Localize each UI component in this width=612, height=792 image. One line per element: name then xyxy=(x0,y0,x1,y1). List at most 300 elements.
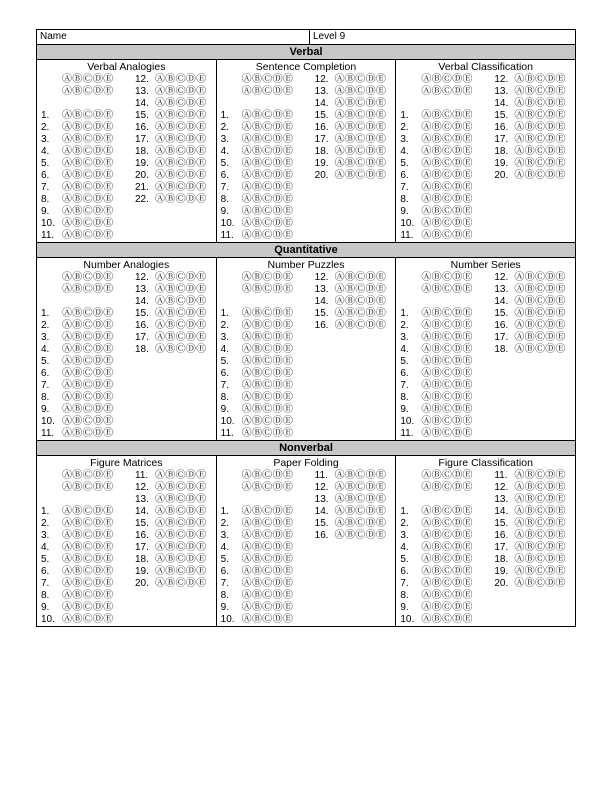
answer-bubbles[interactable]: ⒶⒷⒸⒹⒺ xyxy=(62,404,114,415)
item-number xyxy=(41,86,62,98)
answer-row xyxy=(41,332,135,344)
answer-bubbles[interactable]: ⒶⒷⒸⒹⒺ xyxy=(62,320,114,331)
answer-bubbles[interactable]: ⒶⒷⒸⒹⒺ xyxy=(514,566,566,577)
item-number: 14. xyxy=(314,98,329,109)
answer-bubbles[interactable]: ⒶⒷⒸⒹⒺ xyxy=(155,98,207,109)
answer-bubbles[interactable]: ⒶⒷⒸⒹⒺ xyxy=(514,530,566,541)
answer-bubbles[interactable]: ⒶⒷⒸⒹⒺ xyxy=(155,482,207,493)
answer-bubbles[interactable]: ⒶⒷⒸⒹⒺ xyxy=(421,272,473,283)
answer-bubbles[interactable]: ⒶⒷⒸⒹⒺ xyxy=(155,170,207,181)
answer-bubbles[interactable]: ⒶⒷⒸⒹⒺ xyxy=(334,98,387,109)
answer-bubbles[interactable]: ⒶⒷⒸⒹⒺ xyxy=(62,590,114,601)
answer-bubbles[interactable]: ⒶⒷⒸⒹⒺ xyxy=(421,428,473,439)
answer-bubbles[interactable]: ⒶⒷⒸⒹⒺ xyxy=(421,146,473,157)
answer-bubbles[interactable]: ⒶⒷⒸⒹⒺ xyxy=(62,380,114,391)
item-number: 10. xyxy=(220,416,235,427)
answer-bubbles[interactable]: ⒶⒷⒸⒹⒺ xyxy=(155,296,207,307)
answer-row xyxy=(494,506,575,518)
answer-column-left xyxy=(37,272,135,440)
answer-bubbles[interactable]: ⒶⒷⒸⒹⒺ xyxy=(421,332,473,343)
item-number: 2. xyxy=(400,122,409,133)
answer-bubbles[interactable]: ⒶⒷⒸⒹⒺ xyxy=(155,158,207,169)
item-number: 7. xyxy=(400,380,409,391)
answer-column-right xyxy=(494,470,575,626)
answer-bubbles[interactable]: ⒶⒷⒸⒹⒺ xyxy=(421,218,473,229)
answer-bubbles[interactable]: ⒶⒷⒸⒹⒺ xyxy=(241,470,294,481)
item-number: 16. xyxy=(135,320,149,331)
answer-column-left xyxy=(37,74,135,242)
answer-bubbles[interactable]: ⒶⒷⒸⒹⒺ xyxy=(421,158,473,169)
answer-bubbles[interactable]: ⒶⒷⒸⒹⒺ xyxy=(421,542,473,553)
answer-bubbles[interactable]: ⒶⒷⒸⒹⒺ xyxy=(62,482,114,493)
answer-bubbles[interactable]: ⒶⒷⒸⒹⒺ xyxy=(514,482,566,493)
answer-row xyxy=(135,134,216,146)
item-number: 11. xyxy=(41,230,55,241)
answer-bubbles[interactable]: ⒶⒷⒸⒹⒺ xyxy=(62,356,114,367)
item-number: 11. xyxy=(494,470,508,481)
item-number: 8. xyxy=(400,590,409,601)
answer-bubbles[interactable]: ⒶⒷⒸⒹⒺ xyxy=(421,554,473,565)
answer-row xyxy=(135,578,216,590)
answer-bubbles[interactable]: ⒶⒷⒸⒹⒺ xyxy=(334,158,387,169)
name-field[interactable] xyxy=(37,30,310,44)
answer-bubbles[interactable]: ⒶⒷⒸⒹⒺ xyxy=(62,542,114,553)
answer-bubbles[interactable]: ⒶⒷⒸⒹⒺ xyxy=(334,134,387,145)
answer-bubbles[interactable]: ⒶⒷⒸⒹⒺ xyxy=(514,494,566,505)
answer-row xyxy=(221,146,315,158)
answer-bubbles[interactable]: ⒶⒷⒸⒹⒺ xyxy=(421,530,473,541)
answer-row xyxy=(41,518,135,530)
answer-bubbles[interactable]: ⒶⒷⒸⒹⒺ xyxy=(514,134,566,145)
item-number: 13. xyxy=(135,494,149,505)
answer-bubbles[interactable]: ⒶⒷⒸⒹⒺ xyxy=(421,308,473,319)
answer-row xyxy=(221,344,315,356)
answer-row xyxy=(315,518,396,530)
answer-bubbles[interactable]: ⒶⒷⒸⒹⒺ xyxy=(421,170,473,181)
item-number: 5. xyxy=(220,158,230,169)
answer-bubbles[interactable]: ⒶⒷⒸⒹⒺ xyxy=(421,368,473,379)
answer-bubbles[interactable]: ⒶⒷⒸⒹⒺ xyxy=(241,332,294,343)
answer-bubbles[interactable]: ⒶⒷⒸⒹⒺ xyxy=(421,506,473,517)
answer-bubbles[interactable]: ⒶⒷⒸⒹⒺ xyxy=(155,470,207,481)
answer-row xyxy=(400,230,494,242)
answer-bubbles[interactable]: ⒶⒷⒸⒹⒺ xyxy=(155,122,207,133)
answer-bubbles[interactable]: ⒶⒷⒸⒹⒺ xyxy=(334,494,387,505)
answer-bubbles[interactable]: ⒶⒷⒸⒹⒺ xyxy=(334,146,387,157)
item-number xyxy=(400,494,421,506)
answer-row xyxy=(400,554,494,566)
answer-bubbles[interactable]: ⒶⒷⒸⒹⒺ xyxy=(514,344,566,355)
answer-bubbles[interactable]: ⒶⒷⒸⒹⒺ xyxy=(62,368,114,379)
answer-bubbles[interactable]: ⒶⒷⒸⒹⒺ xyxy=(62,332,114,343)
answer-bubbles[interactable]: ⒶⒷⒸⒹⒺ xyxy=(62,122,114,133)
answer-bubbles[interactable]: ⒶⒷⒸⒹⒺ xyxy=(241,392,294,403)
item-number: 14. xyxy=(135,296,149,307)
answer-bubbles[interactable]: ⒶⒷⒸⒹⒺ xyxy=(62,392,114,403)
answer-bubbles[interactable]: ⒶⒷⒸⒹⒺ xyxy=(421,470,473,481)
answer-bubbles[interactable]: ⒶⒷⒸⒹⒺ xyxy=(334,74,387,85)
answer-bubbles[interactable]: ⒶⒷⒸⒹⒺ xyxy=(514,122,566,133)
answer-row xyxy=(315,470,396,482)
answer-bubbles[interactable]: ⒶⒷⒸⒹⒺ xyxy=(241,344,294,355)
answer-bubbles[interactable]: ⒶⒷⒸⒹⒺ xyxy=(241,122,294,133)
answer-bubbles[interactable]: ⒶⒷⒸⒹⒺ xyxy=(514,296,566,307)
answer-bubbles[interactable]: ⒶⒷⒸⒹⒺ xyxy=(334,308,387,319)
item-number: 17. xyxy=(135,542,149,553)
answer-row xyxy=(221,404,315,416)
answer-bubbles[interactable]: ⒶⒷⒸⒹⒺ xyxy=(421,416,473,427)
answer-row xyxy=(315,122,396,134)
item-number: 15. xyxy=(135,308,149,319)
answer-bubbles[interactable]: ⒶⒷⒸⒹⒺ xyxy=(421,110,473,121)
answer-column-right xyxy=(315,272,396,440)
item-number: 3. xyxy=(400,530,409,541)
answer-bubbles[interactable]: ⒶⒷⒸⒹⒺ xyxy=(62,182,114,193)
answer-bubbles[interactable]: ⒶⒷⒸⒹⒺ xyxy=(241,284,294,295)
item-number: 9. xyxy=(41,206,50,217)
answer-row xyxy=(494,308,575,320)
answer-bubbles[interactable]: ⒶⒷⒸⒹⒺ xyxy=(514,86,566,97)
answer-bubbles[interactable]: ⒶⒷⒸⒹⒺ xyxy=(421,230,473,241)
answer-bubbles[interactable]: ⒶⒷⒸⒹⒺ xyxy=(155,320,207,331)
answer-bubbles[interactable]: ⒶⒷⒸⒹⒺ xyxy=(421,356,473,367)
answer-bubbles[interactable]: ⒶⒷⒸⒹⒺ xyxy=(62,194,114,205)
answer-row xyxy=(494,272,575,284)
item-number: 8. xyxy=(400,194,409,205)
answer-bubbles[interactable]: ⒶⒷⒸⒹⒺ xyxy=(421,614,473,625)
answer-row xyxy=(315,170,396,182)
answer-bubbles[interactable]: ⒶⒷⒸⒹⒺ xyxy=(155,308,207,319)
section-title: Nonverbal xyxy=(37,441,575,456)
answer-bubbles[interactable]: ⒶⒷⒸⒹⒺ xyxy=(62,614,114,625)
item-number: 17. xyxy=(494,332,509,343)
answer-bubbles[interactable]: ⒶⒷⒸⒹⒺ xyxy=(155,182,207,193)
answer-bubbles[interactable]: ⒶⒷⒸⒹⒺ xyxy=(241,380,294,391)
item-number: 18. xyxy=(135,146,149,157)
practice-row xyxy=(41,494,135,506)
item-number: 6. xyxy=(400,566,409,577)
answer-bubbles[interactable]: ⒶⒷⒸⒹⒺ xyxy=(62,86,114,97)
answer-bubbles[interactable]: ⒶⒷⒸⒹⒺ xyxy=(62,578,114,589)
answer-bubbles[interactable]: ⒶⒷⒸⒹⒺ xyxy=(241,554,294,565)
item-number: 14. xyxy=(494,296,509,307)
answer-bubbles[interactable]: ⒶⒷⒸⒹⒺ xyxy=(241,74,294,85)
answer-bubbles[interactable]: ⒶⒷⒸⒹⒺ xyxy=(421,284,473,295)
item-number: 22. xyxy=(135,194,149,205)
answer-bubbles[interactable]: ⒶⒷⒸⒹⒺ xyxy=(155,134,207,145)
practice-row xyxy=(400,482,494,494)
answer-bubbles[interactable]: ⒶⒷⒸⒹⒺ xyxy=(514,158,566,169)
item-number: 4. xyxy=(41,344,50,355)
item-number: 2. xyxy=(220,320,230,331)
answer-bubbles[interactable]: ⒶⒷⒸⒹⒺ xyxy=(421,590,473,601)
item-number: 4. xyxy=(400,344,409,355)
answer-bubbles[interactable]: ⒶⒷⒸⒹⒺ xyxy=(514,272,566,283)
answer-bubbles[interactable]: ⒶⒷⒸⒹⒺ xyxy=(241,158,294,169)
answer-column-left xyxy=(396,74,494,242)
answer-bubbles[interactable]: ⒶⒷⒸⒹⒺ xyxy=(62,74,114,85)
answer-bubbles[interactable]: ⒶⒷⒸⒹⒺ xyxy=(62,566,114,577)
item-number: 2. xyxy=(41,122,50,133)
answer-row xyxy=(221,392,315,404)
subtest-title: Verbal Analogies xyxy=(87,61,166,73)
answer-row xyxy=(41,122,135,134)
section-title: Verbal xyxy=(37,45,575,60)
item-number: 2. xyxy=(220,518,230,529)
answer-bubbles[interactable]: ⒶⒷⒸⒹⒺ xyxy=(62,344,114,355)
item-number: 10. xyxy=(41,218,55,229)
answer-bubbles[interactable]: ⒶⒷⒸⒹⒺ xyxy=(62,554,114,565)
answer-bubbles[interactable]: ⒶⒷⒸⒹⒺ xyxy=(241,428,294,439)
answer-bubbles[interactable]: ⒶⒷⒸⒹⒺ xyxy=(241,134,294,145)
answer-row xyxy=(400,602,494,614)
answer-grid xyxy=(396,470,575,626)
item-number: 13. xyxy=(494,284,509,295)
answer-bubbles[interactable]: ⒶⒷⒸⒹⒺ xyxy=(514,518,566,529)
answer-bubbles[interactable]: ⒶⒷⒸⒹⒺ xyxy=(241,320,294,331)
answer-bubbles[interactable]: ⒶⒷⒸⒹⒺ xyxy=(514,110,566,121)
answer-bubbles[interactable]: ⒶⒷⒸⒹⒺ xyxy=(421,344,473,355)
answer-bubbles[interactable]: ⒶⒷⒸⒹⒺ xyxy=(421,380,473,391)
subtest-title: Figure Matrices xyxy=(90,457,163,469)
answer-bubbles[interactable]: ⒶⒷⒸⒹⒺ xyxy=(334,110,387,121)
answer-bubbles[interactable]: ⒶⒷⒸⒹⒺ xyxy=(241,578,294,589)
answer-bubbles[interactable]: ⒶⒷⒸⒹⒺ xyxy=(421,206,473,217)
answer-bubbles[interactable]: ⒶⒷⒸⒹⒺ xyxy=(241,614,294,625)
answer-bubbles[interactable]: ⒶⒷⒸⒹⒺ xyxy=(155,542,207,553)
answer-bubbles[interactable]: ⒶⒷⒸⒹⒺ xyxy=(62,110,114,121)
answer-bubbles[interactable]: ⒶⒷⒸⒹⒺ xyxy=(421,566,473,577)
answer-bubbles[interactable]: ⒶⒷⒸⒹⒺ xyxy=(241,530,294,541)
item-number: 20. xyxy=(494,170,509,181)
answer-bubbles[interactable]: ⒶⒷⒸⒹⒺ xyxy=(62,206,114,217)
answer-row xyxy=(494,110,575,122)
answer-bubbles[interactable]: ⒶⒷⒸⒹⒺ xyxy=(334,530,387,541)
practice-row xyxy=(221,296,315,308)
answer-bubbles[interactable]: ⒶⒷⒸⒹⒺ xyxy=(62,146,114,157)
answer-bubbles[interactable]: ⒶⒷⒸⒹⒺ xyxy=(334,506,387,517)
answer-bubbles[interactable]: ⒶⒷⒸⒹⒺ xyxy=(514,332,566,343)
item-number: 9. xyxy=(41,602,50,613)
answer-bubbles[interactable]: ⒶⒷⒸⒹⒺ xyxy=(62,308,114,319)
item-number: 15. xyxy=(135,110,149,121)
answer-bubbles[interactable]: ⒶⒷⒸⒹⒺ xyxy=(62,284,114,295)
answer-bubbles[interactable]: ⒶⒷⒸⒹⒺ xyxy=(514,284,566,295)
answer-bubbles[interactable]: ⒶⒷⒸⒹⒺ xyxy=(514,98,566,109)
answer-bubbles[interactable]: ⒶⒷⒸⒹⒺ xyxy=(241,110,294,121)
answer-row xyxy=(135,272,216,284)
answer-row xyxy=(315,308,396,320)
answer-bubbles[interactable]: ⒶⒷⒸⒹⒺ xyxy=(62,170,114,181)
answer-bubbles[interactable]: ⒶⒷⒸⒹⒺ xyxy=(155,194,207,205)
answer-row xyxy=(315,506,396,518)
item-number: 14. xyxy=(314,506,329,517)
answer-bubbles[interactable]: ⒶⒷⒸⒹⒺ xyxy=(155,344,207,355)
answer-bubbles[interactable]: ⒶⒷⒸⒹⒺ xyxy=(62,272,114,283)
answer-row xyxy=(400,518,494,530)
answer-bubbles[interactable]: ⒶⒷⒸⒹⒺ xyxy=(155,86,207,97)
answer-bubbles[interactable]: ⒶⒷⒸⒹⒺ xyxy=(334,122,387,133)
item-number: 17. xyxy=(494,542,509,553)
item-number: 19. xyxy=(135,566,149,577)
answer-bubbles[interactable]: ⒶⒷⒸⒹⒺ xyxy=(334,482,387,493)
answer-bubbles[interactable]: ⒶⒷⒸⒹⒺ xyxy=(241,86,294,97)
item-number: 11. xyxy=(135,470,149,481)
answer-bubbles[interactable]: ⒶⒷⒸⒹⒺ xyxy=(421,74,473,85)
answer-bubbles[interactable]: ⒶⒷⒸⒹⒺ xyxy=(241,194,294,205)
answer-bubbles[interactable]: ⒶⒷⒸⒹⒺ xyxy=(241,206,294,217)
answer-bubbles[interactable]: ⒶⒷⒸⒹⒺ xyxy=(62,218,114,229)
answer-row xyxy=(41,428,135,440)
answer-bubbles[interactable]: ⒶⒷⒸⒹⒺ xyxy=(241,182,294,193)
answer-bubbles[interactable]: ⒶⒷⒸⒹⒺ xyxy=(155,284,207,295)
item-number: 18. xyxy=(314,146,329,157)
answer-bubbles[interactable]: ⒶⒷⒸⒹⒺ xyxy=(241,602,294,613)
subtest-title: Verbal Classification xyxy=(438,61,533,73)
answer-bubbles[interactable]: ⒶⒷⒸⒹⒺ xyxy=(421,404,473,415)
answer-bubbles[interactable]: ⒶⒷⒸⒹⒺ xyxy=(241,416,294,427)
answer-bubbles[interactable]: ⒶⒷⒸⒹⒺ xyxy=(241,566,294,577)
answer-bubbles[interactable]: ⒶⒷⒸⒹⒺ xyxy=(421,578,473,589)
answer-bubbles[interactable]: ⒶⒷⒸⒹⒺ xyxy=(421,134,473,145)
answer-bubbles[interactable]: ⒶⒷⒸⒹⒺ xyxy=(155,566,207,577)
answer-bubbles[interactable]: ⒶⒷⒸⒹⒺ xyxy=(241,356,294,367)
practice-row xyxy=(400,74,494,86)
practice-row xyxy=(400,284,494,296)
answer-bubbles[interactable]: ⒶⒷⒸⒹⒺ xyxy=(62,602,114,613)
answer-bubbles[interactable]: ⒶⒷⒸⒹⒺ xyxy=(421,518,473,529)
answer-bubbles[interactable]: ⒶⒷⒸⒹⒺ xyxy=(155,146,207,157)
answer-bubbles[interactable]: ⒶⒷⒸⒹⒺ xyxy=(241,146,294,157)
answer-bubbles[interactable]: ⒶⒷⒸⒹⒺ xyxy=(155,554,207,565)
answer-bubbles[interactable]: ⒶⒷⒸⒹⒺ xyxy=(62,470,114,481)
answer-row xyxy=(135,470,216,482)
answer-bubbles[interactable]: ⒶⒷⒸⒹⒺ xyxy=(421,392,473,403)
item-number: 12. xyxy=(135,74,149,85)
answer-bubbles[interactable]: ⒶⒷⒸⒹⒺ xyxy=(514,470,566,481)
answer-row xyxy=(221,578,315,590)
item-number: 12. xyxy=(135,272,149,283)
answer-row xyxy=(400,122,494,134)
answer-row xyxy=(400,392,494,404)
answer-bubbles[interactable]: ⒶⒷⒸⒹⒺ xyxy=(62,158,114,169)
answer-row xyxy=(135,332,216,344)
answer-bubbles[interactable]: ⒶⒷⒸⒹⒺ xyxy=(514,542,566,553)
answer-bubbles[interactable]: ⒶⒷⒸⒹⒺ xyxy=(334,284,387,295)
item-number: 16. xyxy=(494,122,509,133)
answer-bubbles[interactable]: ⒶⒷⒸⒹⒺ xyxy=(421,182,473,193)
answer-row xyxy=(135,110,216,122)
subtest-title: Number Analogies xyxy=(83,259,170,271)
practice-row xyxy=(221,482,315,494)
answer-bubbles[interactable]: ⒶⒷⒸⒹⒺ xyxy=(155,110,207,121)
answer-row xyxy=(221,356,315,368)
answer-bubbles[interactable]: ⒶⒷⒸⒹⒺ xyxy=(514,320,566,331)
item-number: 18. xyxy=(135,554,149,565)
subtest-block xyxy=(396,60,575,242)
answer-bubbles[interactable]: ⒶⒷⒸⒹⒺ xyxy=(514,554,566,565)
answer-bubbles[interactable]: ⒶⒷⒸⒹⒺ xyxy=(514,506,566,517)
answer-bubbles[interactable]: ⒶⒷⒸⒹⒺ xyxy=(241,272,294,283)
answer-bubbles[interactable]: ⒶⒷⒸⒹⒺ xyxy=(421,122,473,133)
answer-row xyxy=(315,74,396,86)
answer-row xyxy=(494,134,575,146)
answer-bubbles[interactable]: ⒶⒷⒸⒹⒺ xyxy=(62,134,114,145)
answer-bubbles[interactable]: ⒶⒷⒸⒹⒺ xyxy=(62,428,114,439)
answer-bubbles[interactable]: ⒶⒷⒸⒹⒺ xyxy=(62,416,114,427)
answer-bubbles[interactable]: ⒶⒷⒸⒹⒺ xyxy=(155,506,207,517)
answer-row xyxy=(494,170,575,182)
answer-bubbles[interactable]: ⒶⒷⒸⒹⒺ xyxy=(421,482,473,493)
answer-bubbles[interactable]: ⒶⒷⒸⒹⒺ xyxy=(155,494,207,505)
answer-bubbles[interactable]: ⒶⒷⒸⒹⒺ xyxy=(421,194,473,205)
answer-bubbles[interactable]: ⒶⒷⒸⒹⒺ xyxy=(334,470,387,481)
answer-bubbles[interactable]: ⒶⒷⒸⒹⒺ xyxy=(241,368,294,379)
item-number xyxy=(221,482,242,494)
answer-bubbles[interactable]: ⒶⒷⒸⒹⒺ xyxy=(514,170,566,181)
practice-row xyxy=(41,74,135,86)
answer-bubbles[interactable]: ⒶⒷⒸⒹⒺ xyxy=(334,170,387,181)
answer-bubbles[interactable]: ⒶⒷⒸⒹⒺ xyxy=(334,272,387,283)
answer-bubbles[interactable]: ⒶⒷⒸⒹⒺ xyxy=(334,296,387,307)
answer-bubbles[interactable]: ⒶⒷⒸⒹⒺ xyxy=(334,518,387,529)
item-number: 1. xyxy=(41,506,50,517)
answer-bubbles[interactable]: ⒶⒷⒸⒹⒺ xyxy=(241,170,294,181)
answer-bubbles[interactable]: ⒶⒷⒸⒹⒺ xyxy=(514,308,566,319)
answer-row xyxy=(135,98,216,110)
answer-bubbles[interactable]: ⒶⒷⒸⒹⒺ xyxy=(241,506,294,517)
answer-bubbles[interactable]: ⒶⒷⒸⒹⒺ xyxy=(155,332,207,343)
answer-bubbles[interactable]: ⒶⒷⒸⒹⒺ xyxy=(241,230,294,241)
answer-bubbles[interactable]: ⒶⒷⒸⒹⒺ xyxy=(62,506,114,517)
answer-row xyxy=(41,110,135,122)
answer-bubbles[interactable]: ⒶⒷⒸⒹⒺ xyxy=(155,530,207,541)
item-number: 13. xyxy=(314,86,329,97)
answer-bubbles[interactable]: ⒶⒷⒸⒹⒺ xyxy=(241,590,294,601)
answer-bubbles[interactable]: ⒶⒷⒸⒹⒺ xyxy=(514,74,566,85)
answer-bubbles[interactable]: ⒶⒷⒸⒹⒺ xyxy=(241,542,294,553)
answer-bubbles[interactable]: ⒶⒷⒸⒹⒺ xyxy=(241,218,294,229)
answer-bubbles[interactable]: ⒶⒷⒸⒹⒺ xyxy=(241,404,294,415)
answer-bubbles[interactable]: ⒶⒷⒸⒹⒺ xyxy=(241,308,294,319)
answer-bubbles[interactable]: ⒶⒷⒸⒹⒺ xyxy=(155,518,207,529)
answer-bubbles[interactable]: ⒶⒷⒸⒹⒺ xyxy=(514,146,566,157)
item-number xyxy=(221,284,242,296)
level-label: Level 9 xyxy=(313,31,346,42)
answer-bubbles[interactable]: ⒶⒷⒸⒹⒺ xyxy=(62,518,114,529)
item-number: 11. xyxy=(41,428,55,439)
answer-bubbles[interactable]: ⒶⒷⒸⒹⒺ xyxy=(421,602,473,613)
subtest-block xyxy=(217,60,397,242)
item-number: 3. xyxy=(220,530,230,541)
answer-bubbles[interactable]: ⒶⒷⒸⒹⒺ xyxy=(62,530,114,541)
answer-row xyxy=(221,506,315,518)
answer-bubbles[interactable]: ⒶⒷⒸⒹⒺ xyxy=(514,578,566,589)
item-number: 6. xyxy=(220,368,230,379)
answer-row xyxy=(315,284,396,296)
answer-bubbles[interactable]: ⒶⒷⒸⒹⒺ xyxy=(155,272,207,283)
answer-bubbles[interactable]: ⒶⒷⒸⒹⒺ xyxy=(421,320,473,331)
answer-bubbles[interactable]: ⒶⒷⒸⒹⒺ xyxy=(241,482,294,493)
answer-bubbles[interactable]: ⒶⒷⒸⒹⒺ xyxy=(334,86,387,97)
answer-bubbles[interactable]: ⒶⒷⒸⒹⒺ xyxy=(155,74,207,85)
answer-bubbles[interactable]: ⒶⒷⒸⒹⒺ xyxy=(62,230,114,241)
answer-bubbles[interactable]: ⒶⒷⒸⒹⒺ xyxy=(155,578,207,589)
answer-bubbles[interactable]: ⒶⒷⒸⒹⒺ xyxy=(241,518,294,529)
answer-bubbles[interactable]: ⒶⒷⒸⒹⒺ xyxy=(421,86,473,97)
answer-bubbles[interactable]: ⒶⒷⒸⒹⒺ xyxy=(334,320,387,331)
answer-row xyxy=(315,158,396,170)
